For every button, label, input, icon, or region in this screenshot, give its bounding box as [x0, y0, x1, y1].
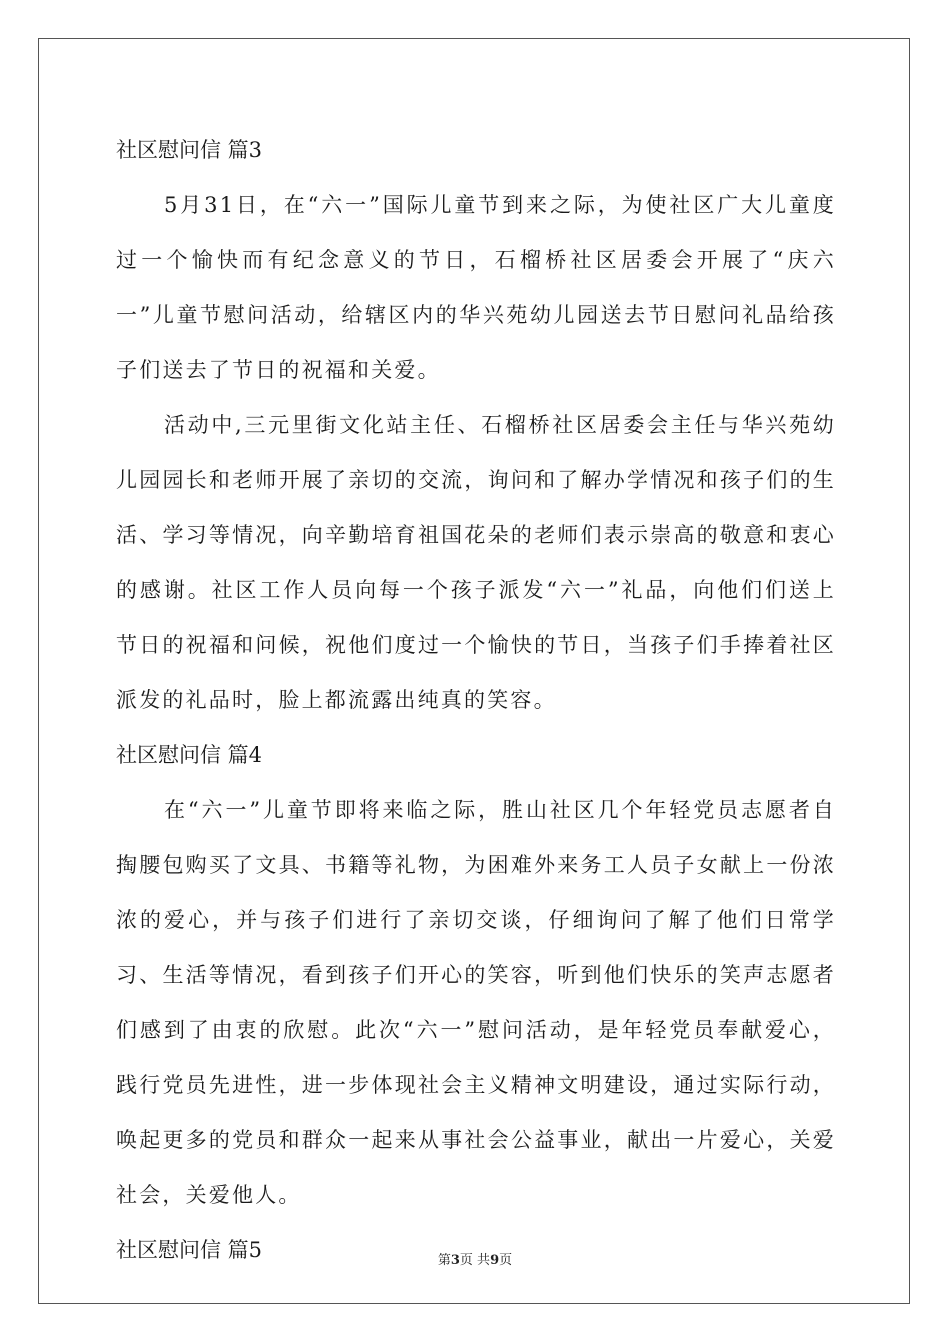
- section-4: [116, 728, 836, 1223]
- footer-prefix: 第: [437, 1253, 451, 1268]
- total-pages-number: 9: [490, 1253, 500, 1268]
- paragraph: 活动中,三元里街文化站主任、石榴桥社区居委会主任与华兴苑幼儿园园长和老师开展了亲切的交流，询问和了解办学情况和孩子们的生活、学习等情况，向辛勤培育祖国花朵的老师们表示崇高的敬意和衷心的感谢。社区工作人员向每一个孩子派发“六一”礼品，向他们们送上节日的祝福和问候，祝他们度过一个愉快的节日，当孩子们手捧着社区派发的礼品时，脸上都流露出纯真的笑容。: [116, 413, 836, 712]
- page-footer: [0, 1249, 950, 1268]
- paragraph: 5月31日，在“六一”国际儿童节到来之际，为使社区广大儿童度过一个愉快而有纪念意义的节日，石榴桥社区居委会开展了“庆六一”儿童节慰问活动，给辖区内的华兴苑幼儿园送去节日慰问礼品给孩子们送去了节日的祝福和关爱。: [116, 193, 836, 382]
- section-heading: 社区慰问信 篇5: [116, 1238, 263, 1262]
- footer-middle: 页 共: [459, 1253, 491, 1268]
- current-page-number: 3: [450, 1253, 460, 1268]
- footer-suffix: 页: [499, 1253, 513, 1268]
- section-heading: 社区慰问信 篇3: [116, 138, 263, 162]
- section-heading: 社区慰问信 篇4: [116, 743, 263, 767]
- document-body: [116, 123, 836, 1278]
- paragraph: 在“六一”儿童节即将来临之际，胜山社区几个年轻党员志愿者自掏腰包购买了文具、书籍等礼物，为困难外来务工人员子女献上一份浓浓的爱心，并与孩子们进行了亲切交谈，仔细询问了解了他们日常学习、生活等情况，看到孩子们开心的笑容，听到他们快乐的笑声志愿者们感到了由衷的欣慰。此次“六一”慰问活动，是年轻党员奉献爱心，践行党员先进性，进一步体现社会主义精神文明建设，通过实际行动，唤起更多的党员和群众一起来从事社会公益事业，献出一片爱心，关爱社会，关爱他人。: [116, 798, 836, 1207]
- section-3: [116, 123, 836, 728]
